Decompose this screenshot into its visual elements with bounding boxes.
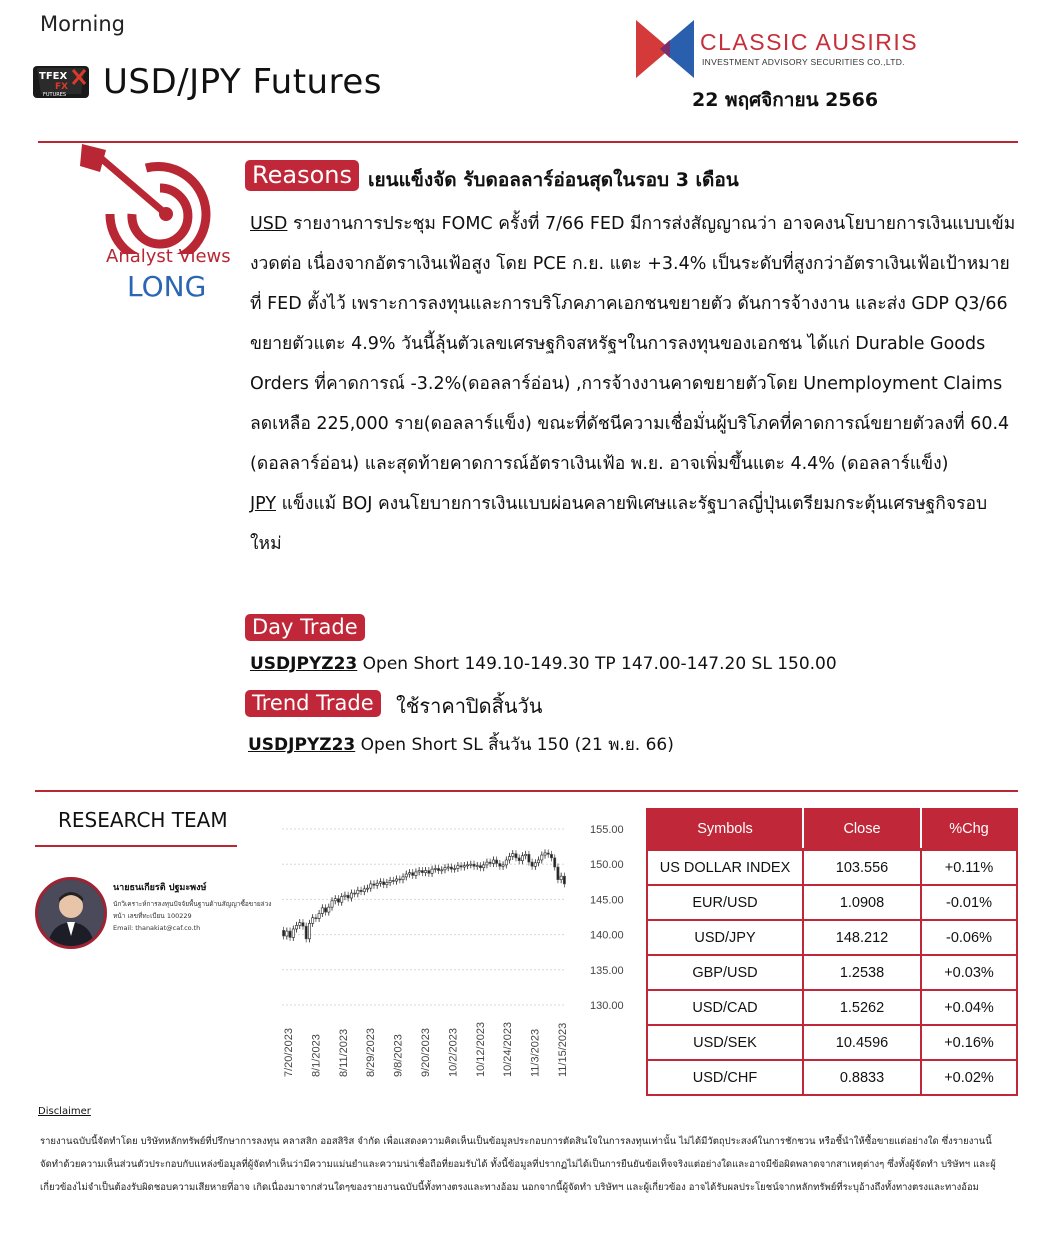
table-row	[647, 990, 1017, 1025]
candle-body	[492, 860, 494, 864]
candle-body	[544, 853, 546, 855]
session-label: Morning	[40, 12, 126, 36]
x-tick-label: 11/15/2023	[557, 1022, 569, 1077]
candle-body	[505, 860, 507, 865]
candle-body	[341, 897, 343, 903]
x-tick-label: 8/1/2023	[310, 1034, 323, 1077]
y-tick-label: 145.00	[590, 894, 624, 907]
cell-chg: +0.02%	[921, 1060, 1017, 1095]
research-team-title: RESEARCH TEAM	[58, 808, 228, 832]
trend-trade-line	[248, 731, 674, 758]
trend-trade-note: ใช้ราคาปิดสิ้นวัน	[396, 694, 543, 718]
day-trade-text: Open Short 149.10-149.30 TP 147.00-147.20 SL 150.00	[357, 654, 837, 674]
reasons-body	[250, 204, 1018, 564]
candle-body	[518, 858, 520, 861]
usd-text: รายงานการประชุม FOMC ครั้งที่ 7/66 FED มีการส่งสัญญาณว่า อาจคงนโยบายการเงินแบบเข้มงวดต่อ เนื่องจากอัตราเงินเฟ้อสูง โดย PCE ก.ย. แตะ +3.4% เป็นระดับที่สูงกว่าอัตราเงินเฟ้อเป้าหมายที่ FED ตั้งไว้ เพราะการลงทุนและการบริโภคภาคเอกชนขยายตัว ดันการจ้างงาน และส่ง GDP Q3/66 ขยายตัวแตะ 4.9% วันนี้ลุ้นตัวเลขเศรษฐกิจสหรัฐฯในการลงทุนของเอกชน ได้แก่ Durable Goods Orders ที่คาดการณ์ -3.2%(ดอลลาร์อ่อน) ,การจ้างงานคาดขยายตัวโดย Unemployment Claims ลดเหลือ 225,000 ราย(ดอลลาร์แข็ง) ขณะที่ดัชนีความเชื่อมั่นผู้บริโภคที่คาดการณ์ขยายตัวลงที่ 60.4 (ดอลลาร์อ่อน) และสุดท้ายคาดการณ์อัตราเงินเฟ้อ พ.ย. อาจเพิ่มขึ้นแตะ 4.4% (ดอลลาร์แข็ง)	[250, 214, 1016, 474]
candle-body	[415, 872, 417, 876]
candle-body	[331, 901, 333, 907]
cell-symbol: EUR/USD	[647, 885, 803, 920]
cell-close: 148.212	[803, 920, 921, 955]
divider	[35, 790, 1018, 792]
candle-body	[324, 908, 326, 912]
candle-body	[444, 868, 446, 870]
analyst-name: นายธนเกียรติ ปฐมะพงษ์	[113, 883, 207, 893]
trend-trade-symbol: USDJPYZ23	[248, 735, 356, 755]
disclaimer-text: รายงานฉบับนี้จัดทำโดย บริษัทหลักทรัพย์ที่ปรึกษาการลงทุน คลาสสิก ออสสิริส จำกัด เพื่อแสดงความคิดเห็นเป็นข้อมูลประกอบการตัดสินใจในการลงทุนเท่านั้น ไม่ได้มีวัตถุประสงค์ในการชักชวน หรือชี้นำให้ซื้อขายแต่อย่างใด ซึ่งรายงานนี้ จัดทำด้วยความเห็นส่วนตัวประกอบกับแหล่งข้อมูลที่ผู้จัดทำเห็นว่ามีความแม่นยำและความน่าเชื่อถือที่ยอมรับได้ ทั้งนี้ข้อมูลที่ปรากฏไม่ได้เป็นการยืนยันข้อเท็จจริงแต่อย่างใดและอาจมีข้อผิดพลาดจากสาเหตุต่างๆ ซึ่งทั้งผู้จัดทำ บริษัทฯ และผู้เกี่ยวข้องไม่จำเป็นต้องรับผิดชอบความเสียหายที่อาจ เกิดเนื่องมาจากส่วนใดๆของรายงานฉบับนี้ทั้งทางตรงและทางอ้อม นอกจากนี้ผู้จัดทำ บริษัทฯ และผู้เกี่ยวข้อง อาจได้รับผลประโยชน์จากหลักทรัพย์ที่ระบุอ้างถึงทั้งทางตรงและทางอ้อม	[40, 1136, 996, 1193]
candle-body	[399, 879, 401, 880]
candle-body	[563, 876, 565, 884]
candle-body	[483, 865, 485, 868]
x-tick-label: 10/2/2023	[447, 1028, 460, 1077]
candle-body	[328, 907, 330, 912]
target-dart-icon	[76, 144, 216, 254]
candle-body	[470, 864, 472, 865]
tfex-fx-futures-logo	[33, 64, 89, 100]
analyst-views-label: Analyst Views	[106, 246, 231, 267]
x-tick-label: 10/24/2023	[502, 1021, 515, 1077]
cell-symbol: USD/CAD	[647, 990, 803, 1025]
brand-name: CLASSIC AUSIRIS	[700, 29, 919, 55]
candle-body	[424, 871, 426, 873]
day-trade-line	[250, 654, 837, 674]
cell-close: 10.4596	[803, 1025, 921, 1060]
report-date: 22 พฤศจิกายน 2566	[692, 89, 879, 111]
candle-body	[473, 864, 475, 866]
svg-text:FUTURES: FUTURES	[43, 92, 67, 98]
candle-body	[557, 867, 559, 880]
candle-body	[525, 854, 527, 855]
candle-body	[347, 895, 349, 898]
candle-body	[418, 871, 420, 872]
candle-body	[537, 860, 539, 863]
usd-paragraph	[250, 204, 1018, 484]
cell-chg: -0.06%	[921, 920, 1017, 955]
candle-body	[479, 866, 481, 868]
candle-body	[373, 884, 375, 885]
candle-body	[357, 890, 359, 894]
jpy-text: แข็งแม้ BOJ คงนโยบายการเงินแบบผ่อนคลายพิเศษและรัฐบาลญี่ปุ่นเตรียมกระตุ้นเศรษฐกิจรอบใหม่	[250, 494, 988, 554]
candle-body	[495, 860, 497, 864]
disclaimer-title: Disclaimer	[38, 1106, 91, 1117]
table-header-row	[647, 809, 1017, 850]
cell-chg: +0.11%	[921, 850, 1017, 886]
candle-body	[302, 923, 304, 927]
candle-body	[318, 913, 320, 918]
candle-body	[312, 918, 314, 924]
candle-body	[547, 853, 549, 854]
candle-body	[466, 865, 468, 866]
cell-symbol: GBP/USD	[647, 955, 803, 990]
analyst-role	[113, 898, 273, 934]
cell-close: 103.556	[803, 850, 921, 886]
jpy-paragraph	[250, 484, 1018, 564]
candle-body	[344, 895, 346, 896]
analyst-email: Email: thanakiat@caf.co.th	[113, 924, 201, 932]
candle-body	[434, 868, 436, 869]
table-row	[647, 920, 1017, 955]
svg-text:TFEX: TFEX	[39, 71, 68, 82]
candle-body	[476, 866, 478, 867]
candle-body	[299, 923, 301, 926]
candle-body	[512, 854, 514, 857]
candle-body	[282, 930, 284, 936]
y-tick-label: 135.00	[590, 964, 624, 977]
page-title: USD/JPY Futures	[103, 62, 382, 102]
candle-body	[550, 854, 552, 858]
candle-body	[447, 867, 449, 868]
candle-body	[334, 899, 336, 901]
avatar	[35, 877, 107, 949]
fx-table	[646, 808, 1018, 1096]
candle-body	[321, 908, 323, 914]
candle-body	[379, 882, 381, 883]
cell-chg: +0.16%	[921, 1025, 1017, 1060]
candle-body	[389, 880, 391, 882]
candle-body	[521, 856, 523, 861]
usdjpy-price-chart	[276, 815, 636, 1085]
candle-body	[457, 866, 459, 869]
candle-body	[315, 918, 317, 919]
cell-symbol: USD/CHF	[647, 1060, 803, 1095]
candle-body	[499, 863, 501, 866]
x-tick-label: 7/20/2023	[283, 1028, 295, 1077]
candle-body	[489, 862, 491, 863]
candle-body	[528, 854, 530, 862]
divider	[35, 845, 237, 847]
cell-close: 1.2538	[803, 955, 921, 990]
candle-body	[376, 883, 378, 885]
candle-body	[486, 862, 488, 865]
day-trade-symbol: USDJPYZ23	[250, 654, 358, 674]
day-trade-tag: Day Trade	[245, 614, 365, 641]
y-tick-label: 155.00	[590, 824, 624, 836]
svg-text:FX: FX	[55, 82, 69, 92]
candle-body	[450, 867, 452, 869]
y-tick-label: 150.00	[590, 859, 624, 872]
analyst-view-value: LONG	[127, 270, 207, 303]
jpy-label: JPY	[250, 494, 277, 514]
candle-body	[386, 883, 388, 885]
candle-body	[405, 874, 407, 877]
brand-subtitle: INVESTMENT ADVISORY SECURITIES CO.,LTD.	[702, 57, 905, 67]
usd-label: USD	[250, 214, 288, 234]
candle-body	[531, 862, 533, 866]
candle-body	[421, 871, 423, 873]
table-row	[647, 1025, 1017, 1060]
x-tick-label: 10/12/2023	[474, 1021, 487, 1077]
candle-body	[437, 868, 439, 870]
x-tick-label: 9/20/2023	[420, 1028, 432, 1077]
y-tick-label: 130.00	[590, 1000, 624, 1012]
x-tick-label: 8/29/2023	[365, 1028, 378, 1077]
candle-body	[431, 869, 433, 873]
candle-body	[308, 923, 310, 938]
candle-body	[295, 925, 297, 929]
candle-body	[383, 882, 385, 885]
candle-body	[408, 873, 410, 874]
candle-body	[360, 890, 362, 891]
candle-body	[454, 868, 456, 869]
table-row	[647, 850, 1017, 886]
table-row	[647, 1060, 1017, 1095]
candle-body	[289, 931, 291, 937]
cell-symbol: USD/JPY	[647, 920, 803, 955]
cell-chg: -0.01%	[921, 885, 1017, 920]
candle-body	[286, 931, 288, 936]
x-tick-label: 8/11/2023	[337, 1028, 350, 1077]
candle-body	[502, 865, 504, 866]
col-close: Close	[803, 809, 921, 850]
candle-body	[541, 855, 543, 860]
trend-trade-text: Open Short SL สิ้นวัน 150 (21 พ.ย. 66)	[355, 735, 674, 755]
classic-ausiris-logo	[636, 20, 694, 78]
candle-body	[305, 926, 307, 939]
cell-close: 1.0908	[803, 885, 921, 920]
cell-chg: +0.04%	[921, 990, 1017, 1025]
candle-body	[508, 856, 510, 860]
candle-body	[441, 870, 443, 871]
trend-trade-tag: Trend Trade	[245, 690, 381, 717]
y-tick-label: 140.00	[590, 929, 624, 942]
x-tick-label: 11/3/2023	[529, 1028, 542, 1077]
col-symbols: Symbols	[647, 809, 803, 850]
candle-body	[515, 854, 517, 858]
candle-body	[395, 879, 397, 881]
divider	[38, 141, 1018, 143]
col-chg: %Chg	[921, 809, 1017, 850]
analyst-title: นักวิเคราะห์การลงทุนปัจจัยพื้นฐานด้านสัญญาซื้อขายล่วงหน้า เลขที่ทะเบียน 100229	[113, 900, 272, 920]
candle-body	[392, 880, 394, 881]
candle-body	[428, 871, 430, 874]
reasons-headline: เยนแข็งจัด รับดอลลาร์อ่อนสุดในรอบ 3 เดือน	[368, 169, 739, 191]
candle-body	[554, 858, 556, 867]
candle-body	[363, 889, 365, 892]
cell-close: 1.5262	[803, 990, 921, 1025]
cell-symbol: US DOLLAR INDEX	[647, 850, 803, 886]
cell-symbol: USD/SEK	[647, 1025, 803, 1060]
cell-close: 0.8833	[803, 1060, 921, 1095]
reasons-tag: Reasons	[245, 160, 359, 191]
candle-body	[337, 899, 339, 903]
candle-body	[353, 893, 355, 894]
table-row	[647, 885, 1017, 920]
candle-body	[402, 877, 404, 880]
candle-body	[560, 876, 562, 880]
candle-body	[412, 873, 414, 876]
candle-body	[350, 893, 352, 898]
candle-body	[460, 866, 462, 867]
candle-body	[534, 863, 536, 867]
candle-body	[370, 884, 372, 888]
cell-chg: +0.03%	[921, 955, 1017, 990]
candle-body	[366, 888, 368, 889]
table-row	[647, 955, 1017, 990]
candle-body	[292, 929, 294, 937]
x-tick-label: 9/8/2023	[392, 1034, 405, 1077]
candle-body	[463, 866, 465, 867]
